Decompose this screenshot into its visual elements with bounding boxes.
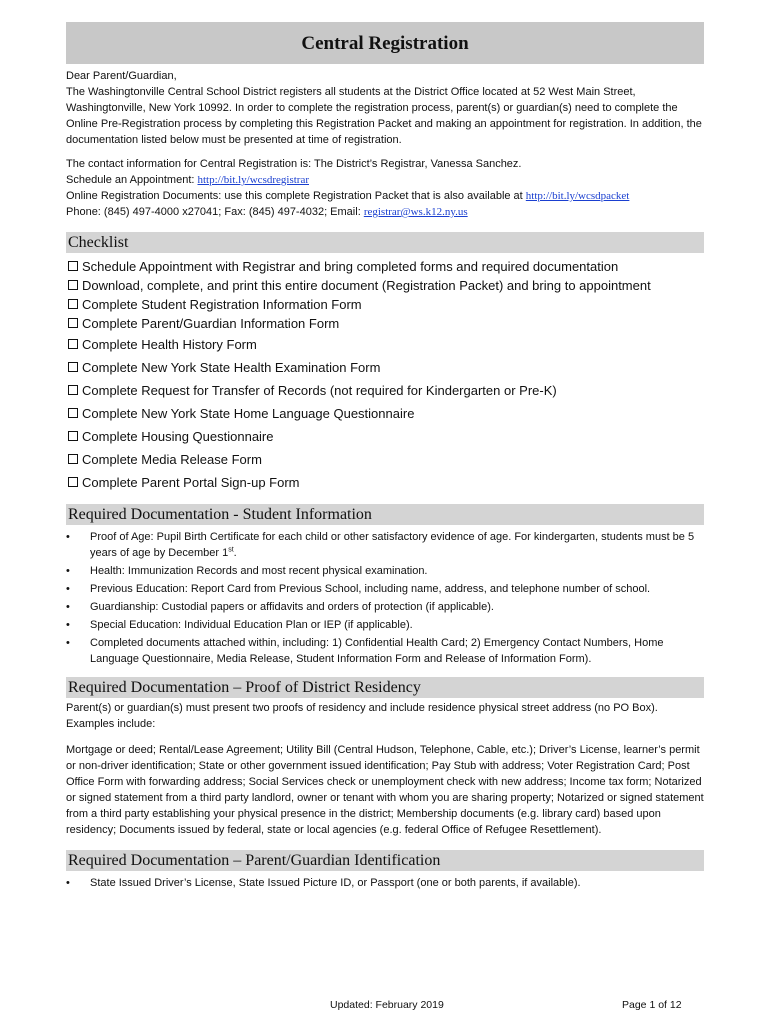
packet-link[interactable]: http://bit.ly/wcsdpacket [525, 190, 630, 202]
list-item: • State Issued Driver’s License, State Issued Picture ID, or Passport (one or both parents, if available). [66, 877, 581, 889]
checklist-item: Complete Housing Questionnaire [68, 425, 704, 448]
contact-line: The contact information for Central Registration is: The District’s Registrar, Vanessa Sanchez. [66, 158, 522, 170]
residency-heading: Required Documentation – Proof of District Residency [66, 677, 704, 698]
bullet-icon: • [66, 601, 70, 613]
checklist-item: Complete Parent Portal Sign-up Form [68, 471, 704, 494]
list-item: • Proof of Age: Pupil Birth Certificate for each child or other satisfactory evidence of age. For kindergarten, students must be 5 years of age by December 1st. [66, 531, 695, 559]
checkbox-icon[interactable] [68, 477, 78, 487]
checkbox-icon[interactable] [68, 318, 78, 328]
appointment-link[interactable]: http://bit.ly/wcsdregistrar [197, 174, 309, 186]
document-page [66, 22, 704, 893]
checkbox-icon[interactable] [68, 280, 78, 290]
checkbox-icon[interactable] [68, 454, 78, 464]
checkbox-icon[interactable] [68, 385, 78, 395]
residency-examples: Mortgage or deed; Rental/Lease Agreement; Utility Bill (Central Hudson, Telephone, Cable, etc.); Driver’s License, learner’s permit or non-driver identification; State or other government issued identification; Pay Stub with address; Voter Registration Card; Post Office Form with forwarding address; Social Services check or unemployment check with new address; Income tax form; Notarized or signed statement from a third party landlord, owner or tenant with whom you are sharing property; Notarized or signed statement from a third party establishing your physical presence in the district; Membership documents (e.g. library card) based upon residency; Documents issued by federal, state or local agencies (e.g. federal Office of Refugee Resettlement). [66, 744, 704, 836]
guardian-id-list [66, 875, 704, 891]
checkbox-icon[interactable] [68, 261, 78, 271]
checkbox-icon[interactable] [68, 299, 78, 309]
student-info-heading: Required Documentation - Student Information [66, 504, 704, 525]
checkbox-icon[interactable] [68, 339, 78, 349]
checklist-item: Complete Health History Form [68, 333, 704, 356]
email-link[interactable]: registrar@ws.k12.ny.us [363, 206, 468, 218]
contact-block [66, 156, 704, 220]
appointment-label: Schedule an Appointment: [66, 174, 198, 186]
footer-updated: Updated: February 2019 [330, 999, 444, 1011]
list-item: • Special Education: Individual Education Plan or IEP (if applicable). [66, 619, 413, 631]
checklist-item: Complete New York State Home Language Questionnaire [68, 402, 704, 425]
documents-line [66, 188, 704, 204]
greeting: Dear Parent/Guardian, [66, 70, 177, 82]
intro-paragraph: The Washingtonville Central School District registers all students at the District Office located at 52 West Main Street, Washingtonville, New York 10992. In order to complete the registration process, parent(s) or guardian(s) need to complete the Online Pre-Registration process by completing this Registration Packet and making an appointment for registration. In addition, the documentation listed below must be presented at time of registration. [66, 86, 702, 146]
checklist-item: Complete Media Release Form [68, 448, 704, 471]
guardian-id-heading: Required Documentation – Parent/Guardian Identification [66, 850, 704, 871]
checklist-item: Complete Request for Transfer of Records (not required for Kindergarten or Pre-K) [68, 379, 704, 402]
checklist-item: Complete New York State Health Examination Form [68, 356, 704, 379]
residency-intro: Parent(s) or guardian(s) must present two proofs of residency and include residence physical street address (no PO Box). Examples include: [66, 702, 658, 730]
checklist-heading: Checklist [66, 232, 704, 253]
checkbox-icon[interactable] [68, 362, 78, 372]
checklist-item: Download, complete, and print this entire document (Registration Packet) and bring to appointment [68, 276, 704, 295]
checklist-item: Complete Parent/Guardian Information Form [68, 314, 704, 333]
bullet-icon: • [66, 619, 70, 631]
appointment-line [66, 172, 704, 188]
list-item: • Previous Education: Report Card from Previous School, including name, address, and telephone number of school. [66, 583, 651, 595]
list-item: • Completed documents attached within, including: 1) Confidential Health Card; 2) Emergency Contact Numbers, Home Language Questionnaire, Media Release, Student Information Form and Release of Information Form). [66, 637, 664, 665]
student-info-list [66, 529, 704, 667]
bullet-icon: • [66, 637, 70, 649]
footer-page-number: Page 1 of 12 [622, 999, 682, 1011]
list-item: • Guardianship: Custodial papers or affidavits and orders of protection (if applicable). [66, 601, 494, 613]
checklist [68, 257, 704, 494]
checklist-item: Schedule Appointment with Registrar and bring completed forms and required documentation [68, 257, 704, 276]
phone-line [66, 204, 704, 220]
list-item: • Health: Immunization Records and most recent physical examination. [66, 565, 428, 577]
checkbox-icon[interactable] [68, 408, 78, 418]
bullet-icon: • [66, 877, 70, 889]
bullet-icon: • [66, 565, 70, 577]
bullet-icon: • [66, 583, 70, 595]
documents-label: Online Registration Documents: use this complete Registration Packet that is also available at [66, 190, 526, 202]
checklist-item: Complete Student Registration Information Form [68, 295, 704, 314]
bullet-icon: • [66, 531, 70, 543]
page-title: Central Registration [66, 22, 704, 64]
phone-label: Phone: (845) 497-4000 x27041; Fax: (845) 497-4032; Email: [66, 206, 364, 218]
checkbox-icon[interactable] [68, 431, 78, 441]
